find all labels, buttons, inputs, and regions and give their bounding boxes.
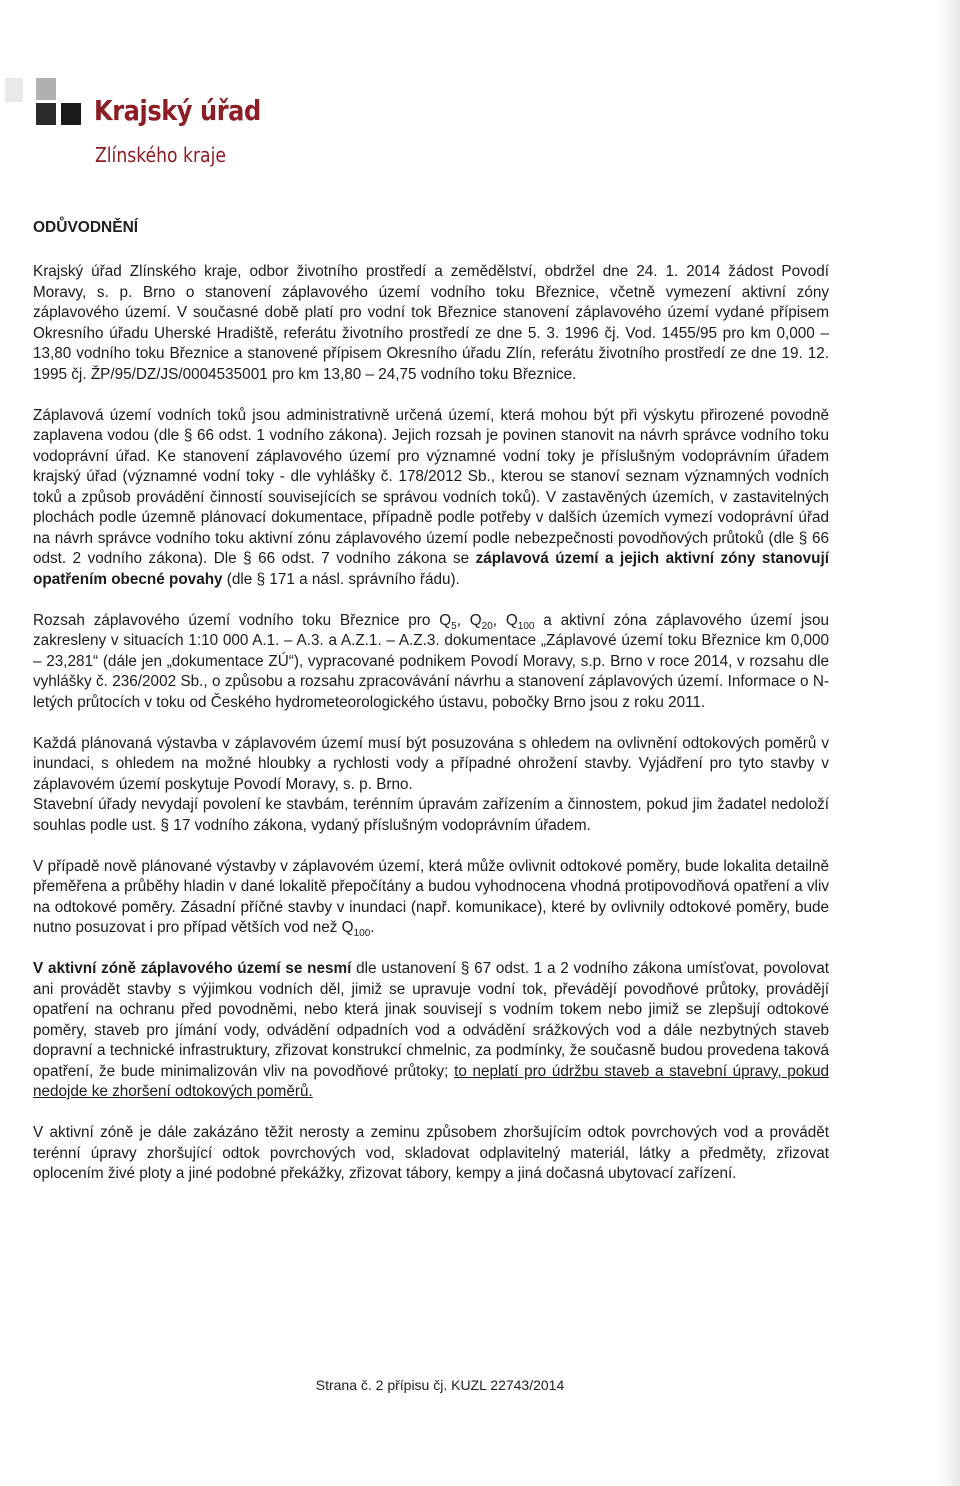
section-heading: ODŮVODNĚNÍ: [33, 219, 139, 236]
underlined-text: to neplatí pro údržbu staveb a stavební úpravy, pokud nedojde ke zhoršení odtokových poměrů.: [33, 1062, 829, 1100]
logo-square-faint: [5, 78, 23, 102]
text-span: Rozsah záplavového území vodního toku Březnice pro Q: [33, 611, 452, 629]
org-title: Krajský úřad: [94, 94, 261, 127]
text-span: , Q: [456, 611, 482, 629]
bold-text: V aktivní zóně záplavového území se nesmí: [33, 960, 352, 977]
text-span: dle ustanovení § 67 odst. 1 a 2 vodního zákona umísťovat, povolovat ani provádět stavby s výjimkou vodních děl, jimiž se upravuje vodní tok, převádějí povodňové průtoky, provádějí opatření na ochranu před povodněmi, nebo která jinak souvisejí s vodním tokem nebo jimiž se zlepšují odtokové poměry, staveb pro jímání vody, odvádění odpadních vod a odvádění srážkových vod a dále nezbytných staveb dopravní a technické infrastruktury, zřizovat konstrukcí chmelnic, za podmínky, že současně budou provedena taková opatření, že bude minimalizován vliv na povodňové průtoky;: [33, 960, 829, 1080]
text-span: a aktivní zóna záplavového území jsou zakresleny v situacích 1:10 000 A.1. – A.3. a A.Z.1. – A.Z.3. dokumentace „Záplavové území toku Březnice km 0,000 – 23,281“ (dále jen „dokumentace ZÚ“), vypracované podnikem Povodí Moravy, s.p. Brno v roce 2014, v rozsahu dle vyhlášky č. 236/2002 Sb., o způsobu a rozsahu zpracovávání návrhu a stanovení záplavových území. Informace o N-letých průtocích v toku od Českého hydrometeorologického ústavu, pobočky Brno jsou z roku 2011.: [33, 611, 829, 711]
text-span: .: [370, 919, 375, 936]
page-footer: Strana č. 2 přípisu čj. KUZL 22743/2014: [315, 1377, 565, 1393]
paragraph-building-authority: Stavební úřady nevydají povolení ke stavbám, terénním úpravám zařízením a činnostem, pokud jim žadatel nedoloží souhlas podle ust. § 17 vodního zákona, vydaný příslušným vodoprávním úřadem.: [33, 796, 829, 834]
text-span: , Q: [492, 611, 518, 629]
page-edge-shadow: [938, 0, 960, 1486]
paragraph-new-construction: [33, 857, 829, 939]
paragraph-active-zone-prohibitions: [33, 959, 829, 1103]
subscript: 100: [517, 620, 535, 632]
logo: [0, 0, 320, 180]
org-subtitle: Zlínského kraje: [95, 143, 226, 167]
subscript: 100: [353, 928, 371, 940]
subscript: 20: [481, 620, 493, 632]
logo-square-grey: [36, 78, 56, 100]
text-span: Záplavová území vodních toků jsou administrativně určená území, která mohou být při výskytu přirozené povodně zaplavena vodou (dle § 66 odst. 1 vodního zákona). Jejich rozsah je povinen stanovit na návrh správce vodního toku vodoprávní úřad. Ke stanovení záplavového území pro významné vodní toky je příslušným vodoprávním úřadem krajský úřad (významné vodní toky - dle vyhlášky č. 178/2012 Sb., kterou se stanoví seznam významných vodních toků a způsob provádění činností souvisejících se správou vodních toků). V zastavěných územích, v zastavitelných plochách podle územně plánovací dokumentace, případně podle potřeby v dalších územích vymezí vodoprávní úřad na návrh správce vodního toku aktivní zónu záplavového území podle nebezpečnosti povodňových průtoků (dle § 66 odst. 2 vodního zákona). Dle § 66 odst. 7 vodního zákona se: [33, 406, 829, 567]
paragraph-extent: [33, 611, 829, 714]
text-span: (dle § 171 a násl. správního řádu).: [222, 570, 460, 588]
subscript: 5: [451, 620, 457, 632]
logo-square-dark: [61, 103, 81, 125]
logo-square-dark: [36, 103, 56, 125]
paragraph-active-zone-further: V aktivní zóně je dále zakázáno těžit nerosty a zeminu způsobem zhoršujícím odtok povrchových vod a provádět terénní úpravy zhoršující odtok povrchových vod, skladovat odplavitelný materiál, látky a předměty, zřizovat oplocením živé ploty a jiné podobné překážky, zřizovat tábory, kempy a jiná dočasná ubytovací zařízení.: [33, 1124, 829, 1182]
document-body: [33, 262, 829, 1205]
paragraph-request: Krajský úřad Zlínského kraje, odbor životního prostředí a zemědělství, obdržel dne 24. 1. 2014 žádost Povodí Moravy, s. p. Brno o stanovení záplavového území vodního toku Březnice, včetně vymezení aktivní zóny záplavového území. V současné době platí pro vodní tok Březnice stanovení záplavového území vydané přípisem Okresního úřadu Uherské Hradiště, referátu životního prostředí ze dne 5. 3. 1996 čj. Vod. 1455/95 pro km 0,000 – 13,80 vodního toku Březnice a stanovené přípisem Okresního úřadu Zlín, referátu životního prostředí ze dne 19. 12. 1995 čj. ŽP/95/DZ/JS/0004535001 pro km 13,80 – 24,75 vodního toku Březnice.: [33, 263, 829, 383]
text-span: V případě nově plánované výstavby v záplavovém území, která může ovlivnit odtokové poměry, bude lokalita detailně přeměřena a průběhy hladin v dané lokalitě přepočítány a budou vyhodnocena vhodná protipovodňová opatření a vliv na odtokové poměry. Zásadní příčné stavby v inundaci (např. komunikace), které by ovlivnily odtokové poměry, bude nutno posuzovat i pro případ větších vod než Q: [33, 857, 829, 936]
paragraph-legal-basis: [33, 406, 829, 591]
bold-text: záplavová území a jejich aktivní zóny stanovují opatřením obecné povahy: [33, 550, 830, 588]
paragraph-construction: Každá plánovaná výstavba v záplavovém území musí být posuzována s ohledem na ovlivnění odtokových poměrů v inundaci, s ohledem na možné hloubky a rychlosti vody a případné ohrožení stavby. Vyjádření pro tyto stavby v záplavovém území poskytuje Povodí Moravy, s. p. Brno.: [33, 734, 829, 793]
